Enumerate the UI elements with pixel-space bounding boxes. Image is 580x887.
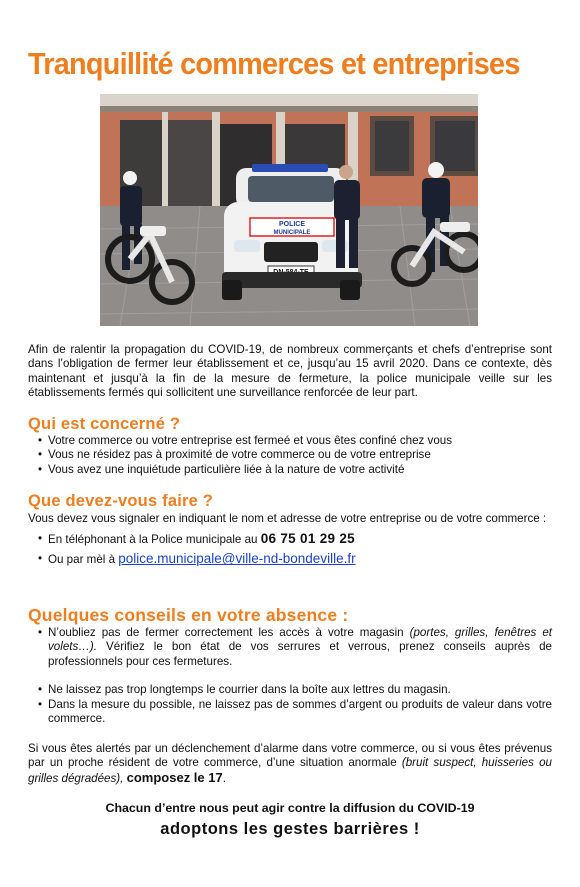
list-item: • Ne laissez pas trop longtemps le courrier dans la boîte aux lettres du magasin. — [38, 683, 451, 697]
intro-paragraph — [28, 343, 552, 401]
what-to-do-intro: Vous devez vous signaler en indiquant le nom et adresse de votre entreprise ou de votre commerce : — [28, 512, 547, 525]
list-item: • Votre commerce ou votre entreprise est fermeé et vous êtes confiné chez vous — [38, 434, 453, 447]
page-title: Tranquillité commerces et entreprises — [28, 46, 520, 81]
list-item: • Vous ne résidez pas à proximité de votre commerce ou de votre entreprise — [38, 448, 431, 462]
intro-text: Afin de ralentir la propagation du COVID-19, de nombreux commerçants et chefs d’entreprise sont dans l’obligation de fermer leur établissement et ce, jusqu’au 15 avril 2020. Dans ce contexte, dès maintenant et jusqu’à la fin de la mesure de fermeture, la police municipale veille sur les établissements fermés qui sollicitent une surveillance renforcée de leur part. — [28, 343, 552, 400]
list-item: • N’oubliez pas de fermer correctement les accès à votre magasin (portes, grilles, fenêtres et volets…). Vérifiez le bon état de vos serrures et verrous, prenez conseils auprès de professionnels pour ces fermetures. — [38, 626, 553, 668]
footer-line-2: adoptons les gestes barrières ! — [160, 820, 420, 838]
car-label-municipale: MUNICIPALE — [273, 230, 311, 236]
email-item: • Ou par mèl à police.municipale@ville-nd-bondeville.fr — [38, 551, 356, 567]
section-heading-what-to-do: Que devez-vous faire ? — [28, 492, 214, 510]
email-link[interactable]: police.municipale@ville-nd-bondeville.fr — [118, 551, 356, 567]
list-item: • Vous avez une inquiétude particulière liée à la nature de votre activité — [38, 462, 405, 476]
advice-list — [28, 626, 552, 726]
call-17: composez le 17 — [126, 769, 223, 785]
concerned-list — [28, 434, 552, 477]
section-heading-concerned: Qui est concerné ? — [28, 415, 181, 433]
alarm-paragraph: Si vous êtes alertés par un déclenchement d’alarme dans votre commerce, ou si vous êtes prévenus par un proche résident de votre commerce, d’une situation anormale (bruit suspect, huisseries ou grilles dégradées), composez le 17. — [28, 742, 552, 785]
list-item: • Dans la mesure du possible, ne laissez pas de sommes d’argent ou produits de valeur dans votre commerce. — [38, 697, 552, 726]
section-heading-advice: Quelques conseils en votre absence : — [28, 605, 349, 625]
what-to-do-block — [28, 512, 552, 570]
police-photo — [100, 94, 478, 326]
car-label-police: POLICE — [278, 221, 306, 228]
phone-number[interactable]: 06 75 01 29 25 — [260, 531, 355, 547]
footer-line-1: Chacun d’entre nous peut agir contre la diffusion du COVID-19 — [105, 801, 475, 815]
phone-item: • En téléphonant à la Police municipale au 06 75 01 29 25 — [38, 531, 355, 547]
